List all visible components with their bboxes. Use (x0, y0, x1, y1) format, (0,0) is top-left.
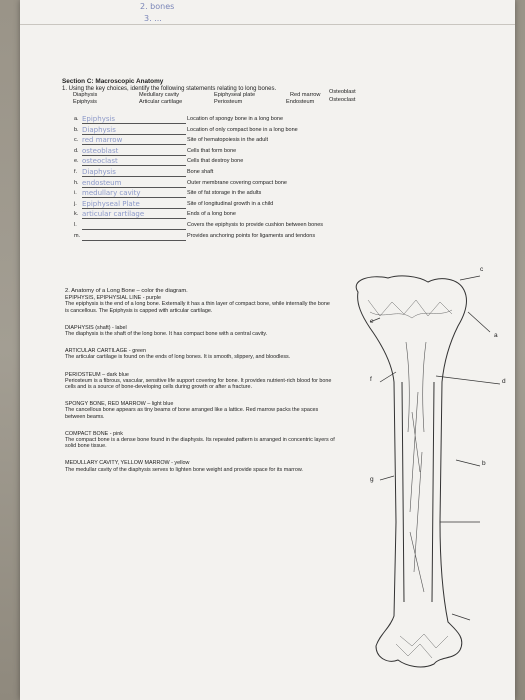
block-body: The epiphysis is the end of a long bone. Externally it has a thin layer of compact bone, while internally the bone is cancellous. The Epiphysis is capped with articular cartilage. (65, 301, 330, 314)
item-description: Covers the epiphysis to provide cushion between bones (187, 221, 324, 228)
description-block (65, 325, 335, 337)
label-f: f (370, 376, 372, 383)
block-body: Periosteum is a fibrous, vascular, sensitive life support covering for bone. It provides nutrient-rich blood for bone cells and is a source of bone-developing cells during growth or after a fracture. (65, 377, 332, 391)
worksheet-page (20, 0, 515, 700)
key-choice: Epiphysis (73, 99, 97, 105)
question-item (74, 179, 394, 190)
answer-blank[interactable] (82, 232, 186, 241)
description-block (65, 348, 335, 360)
label-c: c (480, 266, 484, 273)
label-e: e (370, 318, 374, 325)
handwritten-note-1: 2. bones (140, 2, 175, 11)
item-description: Bone shaft (187, 168, 214, 175)
block-heading: ARTICULAR CARTILAGE - green (65, 348, 146, 355)
question-item (74, 232, 394, 243)
label-b: b (482, 460, 486, 467)
item-letter: j. (74, 200, 77, 207)
question-item (74, 115, 394, 126)
label-g: g (370, 476, 374, 483)
block-body: The cancellous bone appears as tiny beams of bone arranged like a lattice. Red marrow packs the spaces between beams. (65, 407, 319, 420)
item-description: Site of longitudinal growth in a child (187, 200, 274, 207)
item-letter: l. (74, 221, 77, 228)
key-choice: Articular cartilage (139, 99, 183, 105)
answer-blank[interactable]: Diaphysis (82, 126, 186, 135)
item-letter: c. (74, 137, 79, 144)
item-letter: a. (74, 116, 79, 122)
answer-blank[interactable] (82, 221, 186, 230)
block-body: The articular cartilage is found on the ends of long bones. It is smooth, slippery, and bloodless. (65, 354, 291, 361)
answer-blank[interactable]: Epiphyseal Plate (82, 200, 186, 209)
question-item (74, 126, 394, 137)
question-item (74, 221, 394, 232)
description-block (65, 460, 335, 472)
question-item (74, 168, 394, 179)
answer-blank[interactable]: red marrow (82, 136, 186, 145)
section-heading: Section C: Macroscopic Anatomy (62, 78, 164, 85)
block-heading: EPIPHYSIS, EPIPHYSIAL LINE - purple (65, 295, 161, 302)
answer-blank[interactable]: Diaphysis (82, 168, 186, 177)
item-letter: i. (74, 190, 77, 197)
item-description: Location of spongy bone in a long bone (187, 116, 284, 122)
answer-blank[interactable]: osteoclast (82, 157, 186, 166)
answer-blank[interactable]: articular cartilage (82, 210, 186, 219)
item-description: Cells that destroy bone (187, 158, 244, 165)
top-rule (20, 24, 515, 25)
question-item (74, 210, 394, 221)
item-description: Ends of a long bone (187, 211, 236, 218)
key-choice: Diaphysis (73, 92, 98, 98)
question-item (74, 200, 394, 211)
question-item (74, 147, 394, 158)
block-body: The diaphysis is the shaft of the long bone. It has compact bone with a central cavity. (65, 331, 268, 338)
label-d: d (502, 378, 506, 385)
item-letter: m. (74, 232, 81, 239)
block-heading: DIAPHYSIS (shaft) - label (65, 324, 127, 331)
block-heading: COMPACT BONE - pink (65, 430, 123, 437)
question-1-prompt: 1. Using the key choices, identify the following statements relating to long bones. (62, 86, 277, 92)
handwritten-note-2: 3. ... (144, 14, 162, 23)
item-description: Location of only compact bone in a long bone (187, 126, 298, 133)
item-description: Site of fat storage in the adults (187, 190, 262, 197)
answer-blank[interactable]: Epiphysis (82, 115, 186, 124)
item-letter: f. (74, 168, 78, 175)
item-description: Site of hematopoiesis in the adult (187, 137, 269, 144)
label-a: a (494, 332, 498, 339)
item-letter: b. (74, 126, 79, 133)
answer-blank[interactable]: osteoblast (82, 147, 186, 156)
item-description: Outer membrane covering compact bone (187, 179, 287, 186)
answer-blank[interactable]: endosteum (82, 179, 186, 188)
item-letter: k. (74, 211, 79, 218)
item-letter: d. (74, 147, 79, 154)
question-item (74, 157, 394, 168)
key-choice: Periosteum (214, 99, 243, 105)
section-2 (65, 288, 335, 473)
block-body: The compact bone is a dense bone found in the diaphysis. Its repeated pattern is arranged in concentric layers of solid bone tissue. (65, 437, 335, 450)
item-letter: e. (74, 158, 79, 165)
key-choice: Osteoblast (329, 89, 356, 95)
key-choice: Osteoclast (329, 97, 356, 103)
question-1-items (74, 115, 394, 242)
description-block (65, 401, 335, 420)
question-item (74, 189, 394, 200)
block-heading: PERIOSTEUM – dark blue (65, 371, 129, 378)
long-bone-diagram (340, 266, 525, 672)
answer-blank[interactable]: medullary cavity (82, 189, 186, 198)
key-choice: Red marrow (290, 92, 321, 98)
description-block (65, 372, 335, 391)
item-description: Cells that form bone (187, 147, 237, 154)
section-2-title: 2. Anatomy of a Long Bone – color the diagram. (65, 288, 188, 294)
item-description: Provides anchoring points for ligaments and tendons (187, 232, 316, 239)
key-choice: Medullary cavity (139, 92, 180, 98)
key-choice: Endosteum (286, 99, 315, 105)
block-body: The medullar cavity of the diaphysis serves to lighten bone weight and provide space for its marrow. (65, 466, 303, 473)
item-letter: h. (74, 179, 79, 186)
description-block (65, 431, 335, 450)
question-item (74, 136, 394, 147)
block-heading: MEDULLARY CAVITY, YELLOW MARROW - yellow (65, 460, 190, 467)
key-choice: Epiphyseal plate (214, 92, 256, 98)
block-heading: SPONGY BONE, RED MARROW – light blue (65, 401, 174, 408)
description-block (65, 295, 335, 314)
